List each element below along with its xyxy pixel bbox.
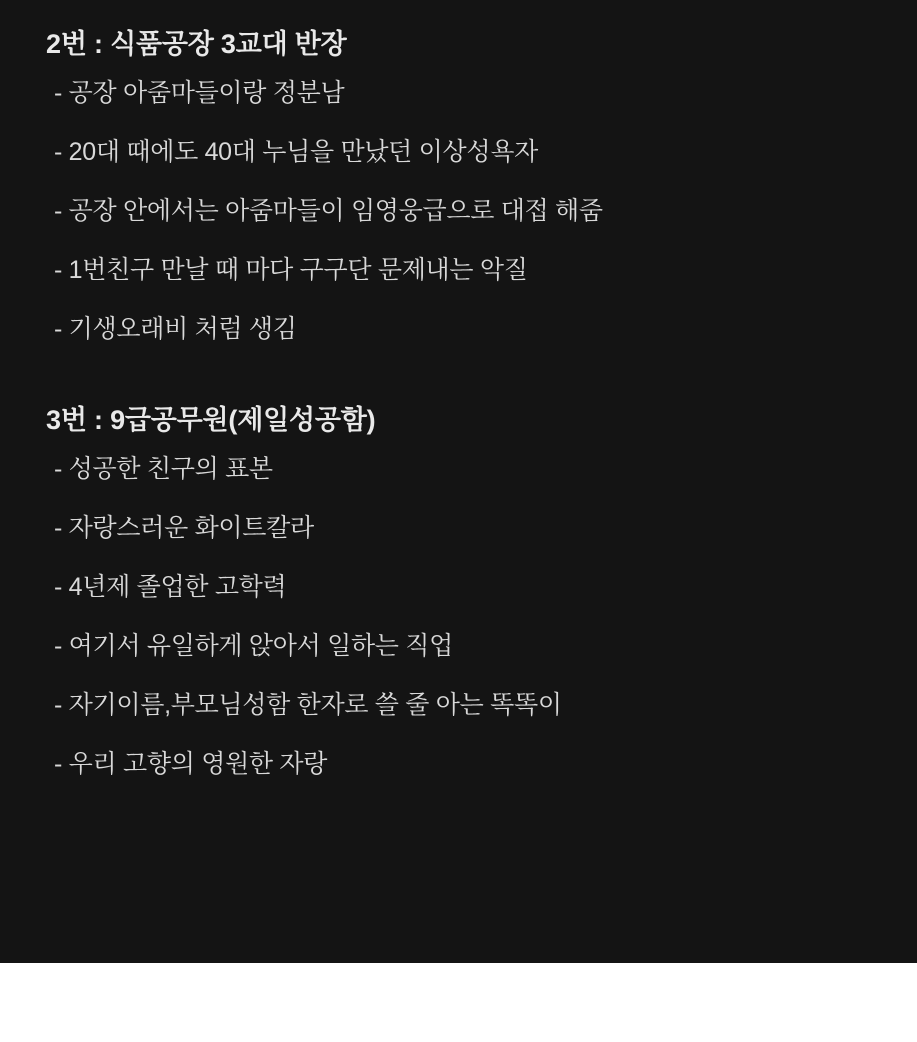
list-item: - 4년제 졸업한 고학력 [54,572,287,601]
list-item: - 공장 아줌마들이랑 정분남 [54,78,345,107]
list-item: - 기생오래비 처럼 생김 [54,314,297,343]
list-item: - 여기서 유일하게 앉아서 일하는 직업 [54,631,454,660]
list-item: - 성공한 친구의 표본 [54,454,273,483]
bullet-list [40,454,877,779]
list-item: - 공장 안에서는 아줌마들이 임영웅급으로 대접 해줌 [54,196,603,225]
list-item: - 우리 고향의 영원한 자랑 [54,749,328,778]
list-item: - 1번친구 만날 때 마다 구구단 문제내는 악질 [54,255,528,284]
bullet-list [40,78,877,344]
block-heading: 3번 : 9급공무원(제일성공함) [46,404,376,435]
list-item: - 20대 때에도 40대 누님을 만났던 이상성욕자 [54,137,538,166]
block-heading: 2번 : 식품공장 3교대 반장 [46,29,347,59]
list-block-2 [40,28,877,344]
list-item: - 자기이름,부모님성함 한자로 쓸 줄 아는 똑똑이 [54,690,562,719]
list-item: - 자랑스러운 화이트칼라 [54,513,314,542]
bottom-blank-strip [0,963,917,1042]
list-block-3 [40,404,877,779]
